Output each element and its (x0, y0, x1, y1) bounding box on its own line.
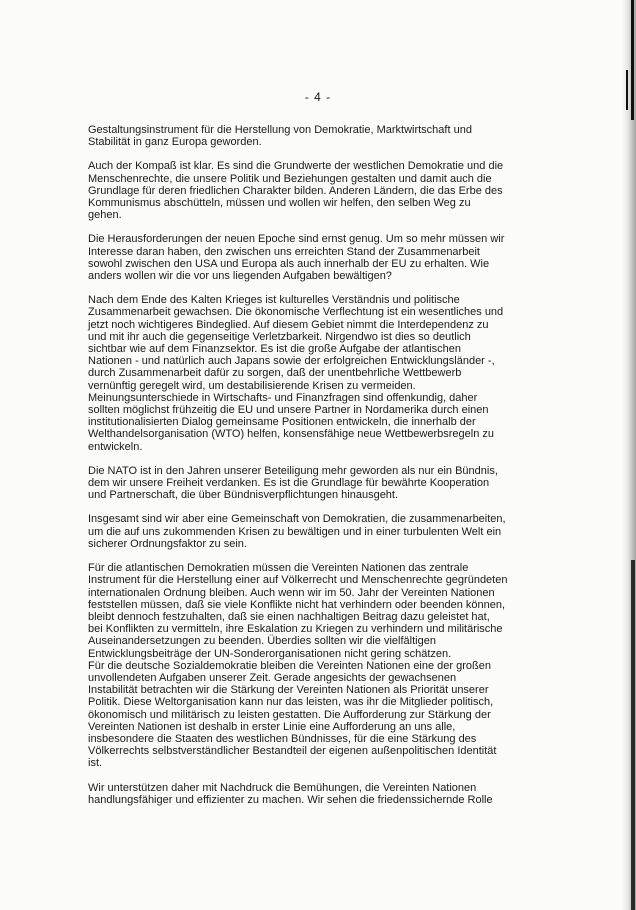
text-line: Entwicklungsbeiträge der UN-Sonderorganisationen nicht gering schätzen. (88, 647, 452, 660)
paragraph (88, 513, 520, 550)
text-line: Für die deutsche Sozialdemokratie bleiben die Vereinten Nationen eine der großen (88, 659, 491, 672)
text-line: Nationen - und natürlich auch Japans sowie der erfolgreichen Entwicklungsländer -, (88, 355, 495, 368)
text-line: gehen. (88, 209, 122, 222)
paragraph (88, 233, 520, 282)
text-line: sollten möglichst frühzeitig die EU und unsere Partner in Nordamerika durch einen (88, 404, 489, 417)
text-line: ökonomisch und militärisch zu leisten gestatten. Die Aufforderung zur Stärkung der (88, 708, 491, 721)
text-line: Meinungsunterschiede in Wirtschafts- und Finanzfragen sind offenkundig, daher (88, 391, 478, 404)
paragraph (88, 660, 520, 770)
text-line: sicherer Ordnungsfaktor zu sein. (88, 537, 247, 550)
text-line: Auch der Kompaß ist klar. Es sind die Grundwerte der westlichen Demokratie und die (88, 160, 504, 173)
text-line: Für die atlantischen Demokratien müssen die Vereinten Nationen das zentrale (88, 562, 469, 575)
text-line: vernünftig geregelt wird, um destabilisierende Krisen zu vermeiden. (88, 379, 416, 392)
text-line: Welthandelsorganisation (WTO) helfen, konsensfähige neue Wettbewerbsregeln zu (88, 428, 495, 441)
paragraph (88, 124, 520, 148)
text-line: Wir unterstützen daher mit Nachdruck die Bemühungen, die Vereinten Nationen (88, 781, 477, 794)
paragraph (88, 562, 520, 660)
text-line: Auseinandersetzungen zu beenden. Überdies sollten wir die vielfältigen (88, 635, 436, 648)
text-line: bei Konflikten zu vermitteln, ihre Eskalation zu Kriegen zu verhindern und militärische (88, 623, 503, 636)
text-line: unvollendeten Aufgaben unserer Zeit. Gerade angesichts der gewachsenen (88, 671, 457, 684)
scan-edge-mark (631, 560, 635, 910)
text-line: sichtbar wie auf dem Finanzsektor. Es ist die große Aufgabe der atlantischen (88, 343, 461, 356)
text-line: um die auf uns zukommenden Krisen zu bewältigen und in einer turbulenten Welt ein (88, 525, 502, 538)
paragraph (88, 782, 520, 806)
text-line: Interesse daran haben, den zwischen uns erreichten Stand der Zusammenarbeit (88, 245, 480, 258)
text-line: Grundlage für deren friedlichen Charakter bilden. Anderen Ländern, die das Erbe des (88, 184, 503, 197)
text-line: und mit ihr auch die gegenseitige Verletzbarkeit. Nirgendwo ist dies so deutlich (88, 330, 471, 343)
text-line: insbesondere die Staaten des westlichen Bündnisses, für die eine Stärkung des (88, 732, 477, 745)
paragraph (88, 465, 520, 502)
document-body (88, 124, 520, 818)
text-line: anders wollen wir die vor uns liegenden Aufgaben bewältigen? (88, 270, 392, 283)
text-line: Stabilität in ganz Europa geworden. (88, 136, 262, 149)
text-line: Vereinten Nationen ist deshalb in erster Linie eine Aufforderung an uns alle, (88, 720, 456, 733)
text-line: Instrument für die Herstellung einer auf Völkerrecht und Menschenrechte gegründeten (88, 574, 508, 587)
text-line: feststellen müssen, daß sie viele Konflikte nicht hat verhindern oder beenden können, (88, 598, 506, 611)
text-line: ist. (88, 757, 103, 770)
text-line: durch Zusammenarbeit dafür zu sorgen, daß der unentbehrliche Wettbewerb (88, 367, 462, 380)
text-line: Nach dem Ende des Kalten Krieges ist kulturelles Verständnis und politische (88, 294, 460, 307)
text-line: Völkerrechts selbstverständlicher Bestandteil der eigenen außenpolitischen Identität (88, 745, 497, 758)
text-line: Politik. Diese Weltorganisation kann nur das leisten, was ihr die Mitglieder politisch, (88, 696, 494, 709)
text-line: Zusammenarbeit gewachsen. Die ökonomische Verflechtung ist ein wesentliches und (88, 306, 504, 319)
text-line: entwickeln. (88, 440, 143, 453)
text-line: Die NATO ist in den Jahren unserer Beteiligung mehr geworden als nur ein Bündnis, (88, 464, 498, 477)
text-line: jetzt noch wichtigeres Bindeglied. Auf diesem Gebiet nimmt die Interdependenz zu (88, 318, 489, 331)
page-number: - 4 - (304, 90, 332, 104)
text-line: institutionalisierten Dialog gemeinsame Positionen entwickeln, die innerhalb der (88, 416, 476, 429)
text-line: Instabilität betrachten wir die Stärkung der Vereinten Nationen als Priorität unserer (88, 684, 489, 697)
text-line: Menschenrechte, die unsere Politik und Beziehungen gestalten und damit auch die (88, 172, 492, 185)
text-line: Gestaltungsinstrument für die Herstellung von Demokratie, Marktwirtschaft und (88, 124, 472, 136)
text-line: Kommunismus abschütteln, müssen und wollen wir helfen, den selben Weg zu (88, 197, 471, 210)
text-line: Die Herausforderungen der neuen Epoche sind ernst genug. Um so mehr müssen wir (88, 233, 505, 246)
text-line: dem wir unsere Freiheit verdanken. Es ist die Grundlage für bewährte Kooperation (88, 477, 490, 490)
text-line: internationalen Ordnung bleiben. Auch wenn wir im 50. Jahr der Vereinten Nationen (88, 586, 495, 599)
text-line: Insgesamt sind wir aber eine Gemeinschaft von Demokratien, die zusammenarbeiten, (88, 513, 506, 526)
text-line: und Partnerschaft, die über Bündnisverpflichtungen hinausgeht. (88, 489, 399, 502)
text-line: sowohl zwischen den USA und Europa als auch innerhalb der EU zu erhalten. Wie (88, 257, 490, 270)
text-line: handlungsfähiger und effizienter zu machen. Wir sehen die friedenssichernde Rolle (88, 793, 493, 806)
text-line: bleibt dennoch festzuhalten, daß sie einen nachhaltigen Beitrag dazu geleistet hat, (88, 610, 490, 623)
paragraph (88, 294, 520, 453)
paragraph (88, 160, 520, 221)
